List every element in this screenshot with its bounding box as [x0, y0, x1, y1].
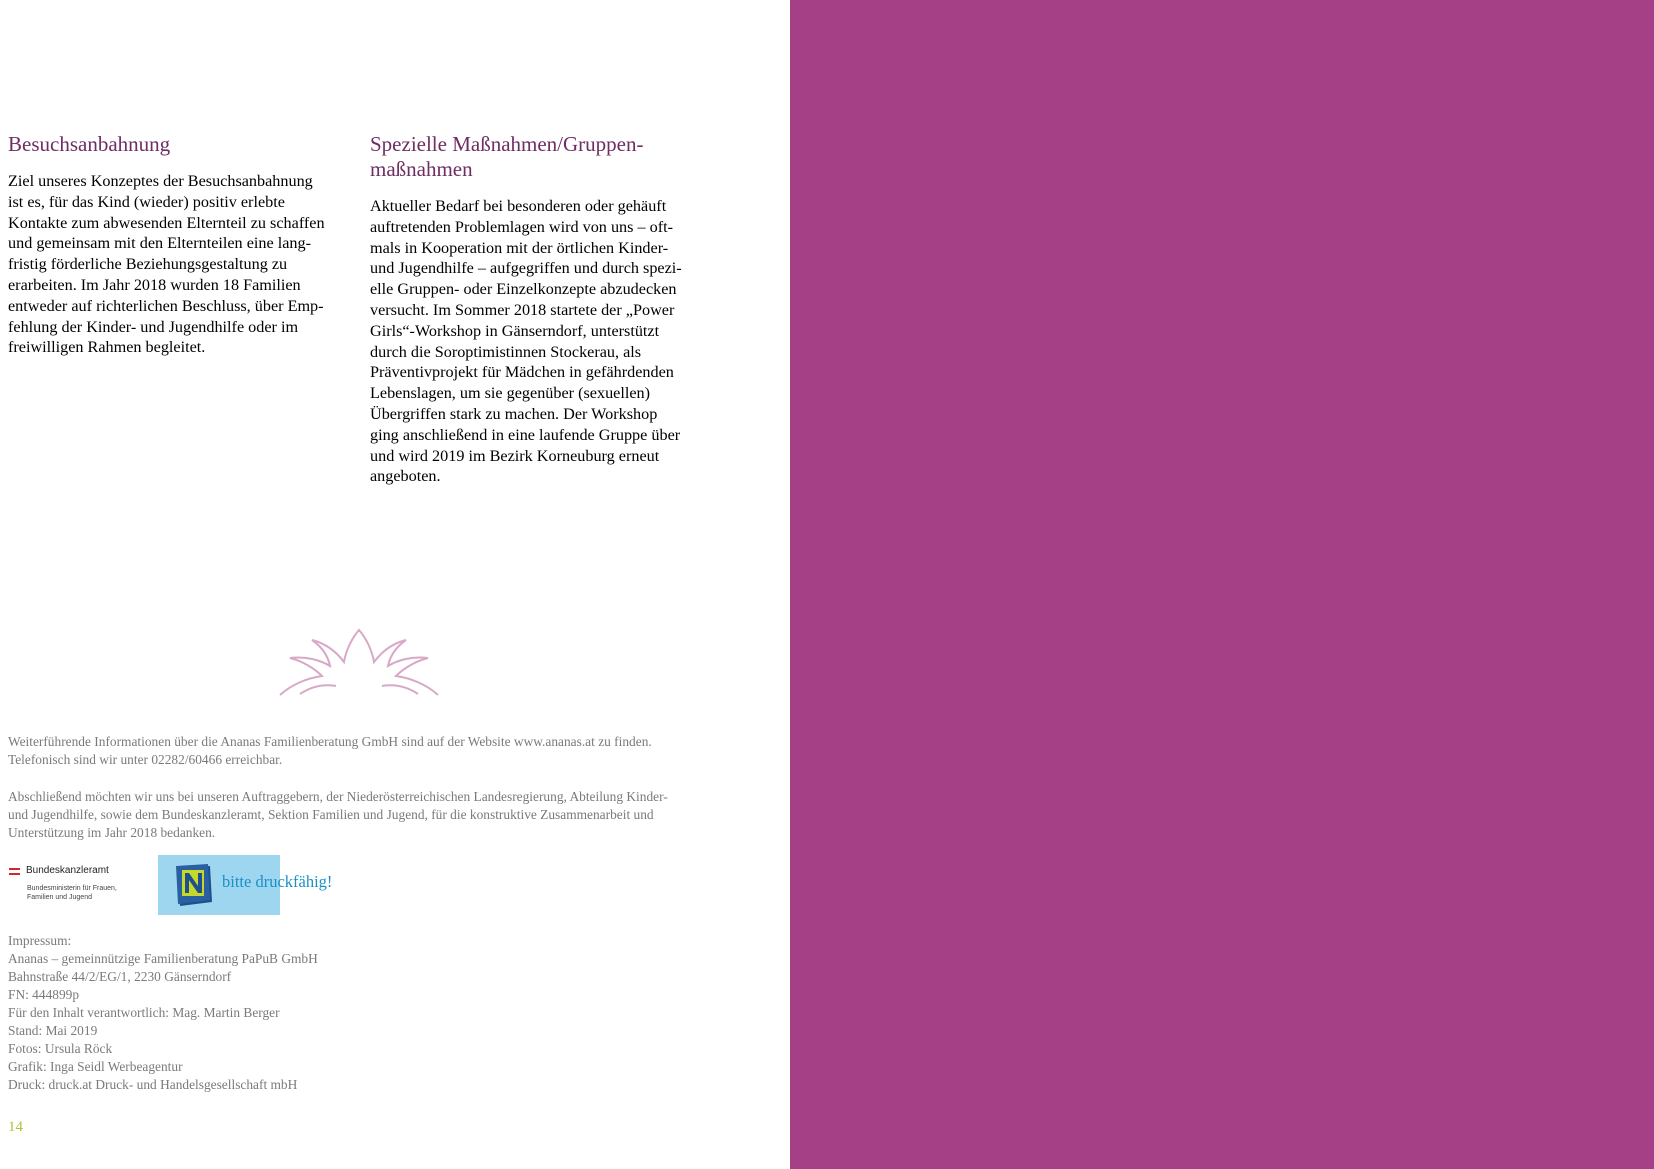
section-heading: Spezielle Maßnahmen/Gruppen- maßnahmen — [370, 132, 644, 181]
austria-flag-icon — [9, 868, 20, 875]
print-ready-note: bitte druckfähig! — [222, 872, 333, 891]
bundeskanzleramt-logo — [9, 866, 149, 906]
impressum-line: Bahnstraße 44/2/EG/1, 2230 Gänserndorf — [8, 969, 232, 984]
section-spezielle-massnahmen — [370, 132, 705, 487]
section-body: Aktueller Bedarf bei besonderen oder gehäuft auftretenden Problemlagen wird von uns – oft- mals in Kooperation mit der örtlichen Kinder- und Jugendhilfe – aufgegriffen und durch spezi- elle Gruppen- oder Einzelkonzepte abzudecken versucht. Im Sommer 2018 startete der „Power Girls“-Workshop in Gänserndorf, unterstützt durch die Soroptimistinnen Stockerau, als Präventivprojekt für Mädchen in gefährdenden Lebenslagen, um sie gegenüber (sexuellen) Übergriffen stark zu machen. Der Workshop ging anschließend in eine laufende Gruppe über und wird 2019 im Bezirk Korneuburg erneut angeboten. — [370, 197, 682, 486]
section-besuchsanbahnung — [8, 132, 343, 358]
impressum-line: FN: 444899p — [8, 987, 80, 1002]
impressum-line: Grafik: Inga Seidl Werbeagentur — [8, 1059, 183, 1074]
acknowledgement-text: Abschließend möchten wir uns bei unseren Auftraggebern, der Niederösterreichischen Landesregierung, Abteilung Kinder- und Jugendhilfe, sowie dem Bundeskanzleramt, Sektion Familien und Jugend, für die konstruktive Zusammenarbeit und Unterstützung im Jahr 2018 bedanken. — [8, 789, 668, 840]
impressum-line: Für den Inhalt verantwortlich: Mag. Martin Berger — [8, 1005, 280, 1020]
page-number: 14 — [8, 1119, 23, 1135]
impressum-line: Stand: Mai 2019 — [8, 1023, 98, 1038]
impressum-line: Fotos: Ursula Röck — [8, 1041, 113, 1056]
bka-subtitle: Bundesministerin für Frauen, Familien und Jugend — [27, 885, 117, 901]
magenta-panel — [790, 0, 1654, 1169]
website-info: Weiterführende Informationen über die Ananas Familienberatung GmbH sind auf der Website www.ananas.at zu finden. Telefonisch sind wir unter 02282/60466 erreichbar. — [8, 734, 652, 767]
bka-name: Bundeskanzleramt — [26, 865, 109, 876]
impressum-line: Impressum: — [8, 933, 72, 948]
impressum-line: Druck: druck.at Druck- und Handelsgesellschaft mbH — [8, 1077, 298, 1092]
impressum-line: Ananas – gemeinnützige Familienberatung PaPuB GmbH — [8, 951, 318, 966]
noe-n-logo-icon — [174, 864, 214, 908]
section-heading: Besuchsanbahnung — [8, 132, 171, 156]
flower-ornament-icon — [278, 628, 440, 698]
impressum — [8, 932, 318, 1094]
section-body: Ziel unseres Konzeptes der Besuchsanbahnung ist es, für das Kind (wieder) positiv erlebte Kontakte zum abwesenden Elternteil zu schaffen und gemeinsam mit den Elternteilen eine lang- fristig förderliche Beziehungsgestaltung zu erarbeiten. Im Jahr 2018 wurden 18 Familien entweder auf richterlichen Beschluss, über Emp- fehlung der Kinder- und Jugendhilfe oder im freiwilligen Rahmen begleitet. — [8, 172, 325, 357]
